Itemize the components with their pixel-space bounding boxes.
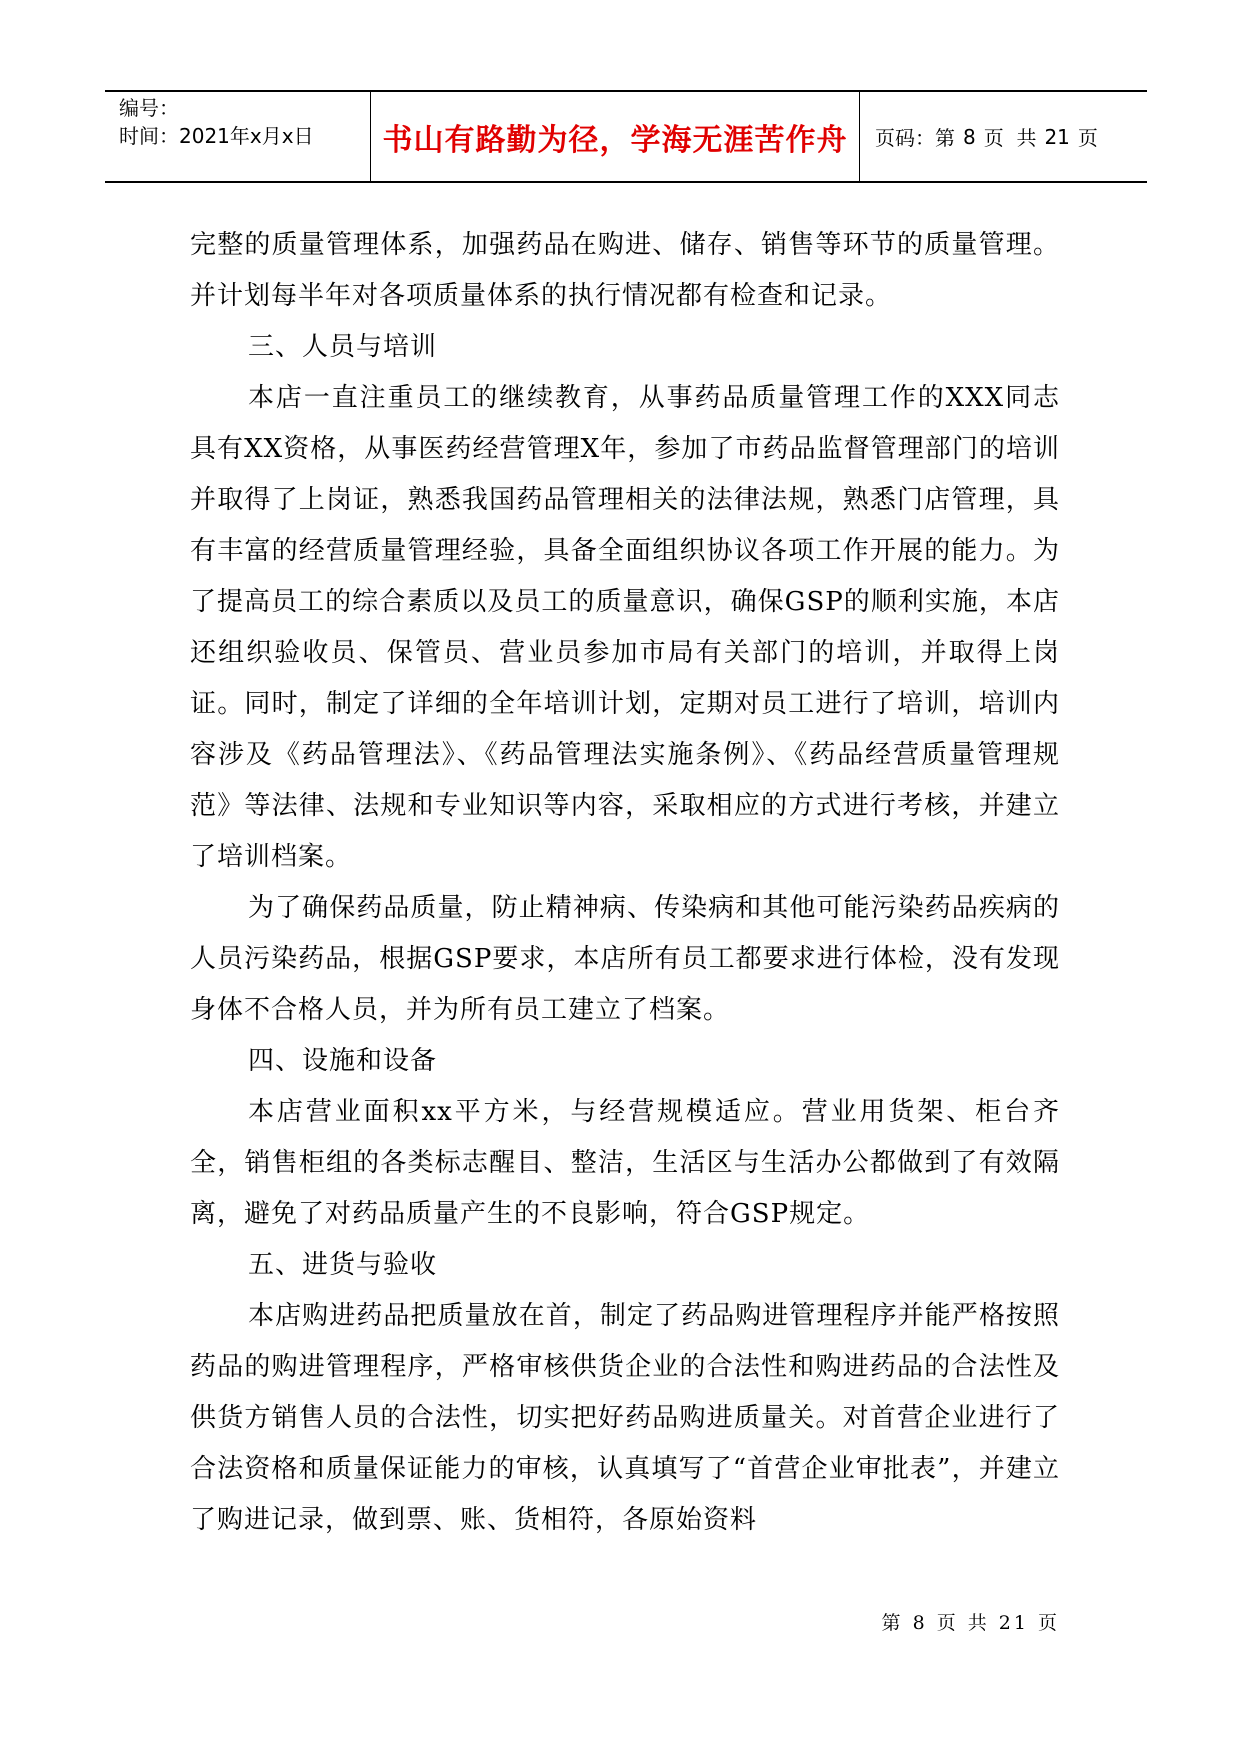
pager-label: 页码：第 bbox=[875, 126, 955, 150]
body-paragraph: 本店购进药品把质量放在首，制定了药品购进管理程序并能严格按照药品的购进管理程序，严格审核供货企业的合法性和购进药品的合法性及供货方销售人员的合法性，切实把好药品购进质量关。对首营企业进行了合法资格和质量保证能力的审核，认真填写了“首营企业审批表”，并建立了购进记录，做到票、账、货相符，各原始资料 bbox=[190, 1301, 1060, 1535]
header-page-indicator bbox=[875, 92, 1098, 181]
pager-current-page: 8 bbox=[963, 124, 976, 149]
document-body bbox=[190, 220, 1060, 1546]
body-paragraph: 本店一直注重员工的继续教育，从事药品质量管理工作的XXX同志具有XX资格，从事医药经营管理X年，参加了市药品监督管理部门的培训并取得了上岗证，熟悉我国药品管理相关的法律法规，熟悉门店管理，具有丰富的经营质量管理经验，具备全面组织协议各项工作开展的能力。为了提高员工的综合素质以及员工的质量意识，确保GSP的顺利实施，本店还组织验收员、保管员、营业员参加市局有关部门的培训，并取得上岗证。同时，制定了详细的全年培训计划，定期对员工进行了培训，培训内容涉及《药品管理法》、《药品管理法实施条例》、《药品经营质量管理规范》等法律、法规和专业知识等内容，采取相应的方式进行考核，并建立了培训档案。 bbox=[190, 383, 1060, 872]
section-heading: 三、人员与培训 bbox=[248, 332, 438, 362]
document-number-label: 编号： bbox=[119, 96, 179, 120]
header-divider bbox=[859, 92, 860, 181]
document-time-label: 时间：2021年x月x日 bbox=[119, 124, 314, 148]
body-paragraph: 为了确保药品质量，防止精神病、传染病和其他可能污染药品疾病的人员污染药品，根据GSP要求，本店所有员工都要求进行体检，没有发现身体不合格人员，并为所有员工建立了档案。 bbox=[190, 893, 1060, 1025]
section-heading: 五、进货与验收 bbox=[248, 1250, 438, 1280]
page-header bbox=[105, 90, 1147, 183]
pager-end-text: 页 bbox=[1077, 126, 1098, 150]
section-heading: 四、设施和设备 bbox=[248, 1046, 438, 1076]
body-paragraph: 完整的质量管理体系，加强药品在购进、储存、销售等环节的质量管理。并计划每半年对各项质量体系的执行情况都有检查和记录。 bbox=[190, 230, 1060, 311]
pager-total-pages: 21 bbox=[1044, 124, 1070, 149]
pager-mid-text: 页 共 bbox=[983, 126, 1037, 150]
body-paragraph: 本店营业面积xx平方米，与经营规模适应。营业用货架、柜台齐全，销售柜组的各类标志醒目、整洁，生活区与生活办公都做到了有效隔离，避免了对药品质量产生的不良影响，符合GSP规定。 bbox=[190, 1097, 1060, 1229]
header-meta bbox=[119, 94, 369, 150]
header-motto: 书山有路勤为径，学海无涯苦作舟 bbox=[382, 122, 848, 158]
page-footer: 第 8 页 共 21 页 bbox=[881, 1612, 1060, 1634]
